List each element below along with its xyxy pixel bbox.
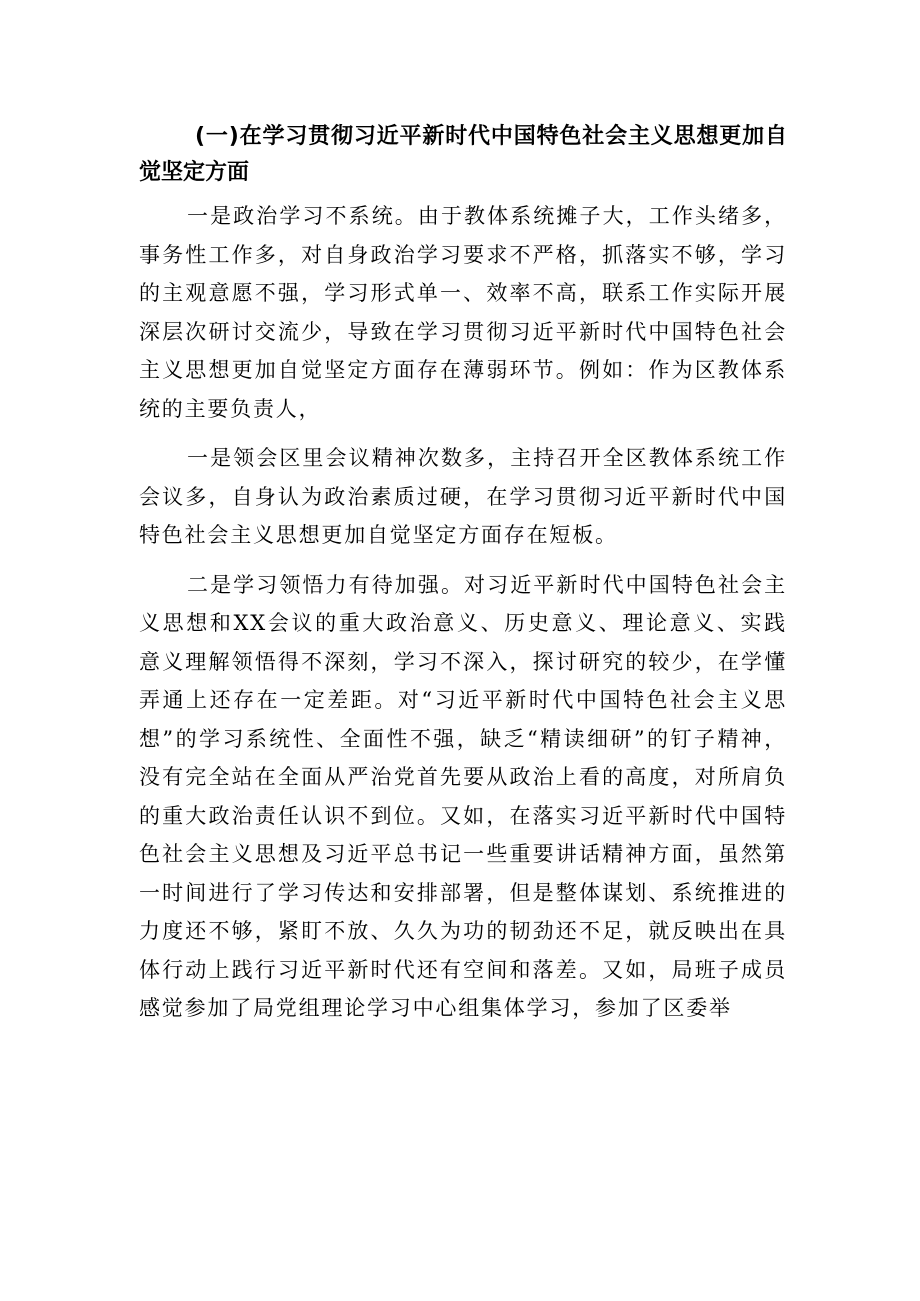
document-body xyxy=(139,119,787,1028)
paragraph-meeting-spirit: 一是领会区里会议精神次数多，主持召开全区教体系统工作会议多，自身认为政治素质过硬，在学习贯彻习近平新时代中国特色社会主义思想更加自觉坚定方面存在短板。 xyxy=(139,446,787,547)
paragraph-political-study: 一是政治学习不系统。由于教体系统摊子大，工作头绪多，事务性工作多，对自身政治学习要求不严格，抓落实不够，学习的主观意愿不强，学习形式单一、效率不高，联系工作实际开展深层次研讨交流少，导致在学习贯彻习近平新时代中国特色社会主义思想更加自觉坚定方面存在薄弱环节。例如：作为区教体系统的主要负责人， xyxy=(139,204,787,421)
paragraph-learning-comprehension: 二是学习领悟力有待加强。对习近平新时代中国特色社会主义思想和XX会议的重大政治意义、历史意义、理论意义、实践意义理解领悟得不深刻，学习不深入，探讨研究的较少，在学懂弄通上还存在一定差距。对“习近平新时代中国特色社会主义思想”的学习系统性、全面性不强，缺乏“精读细研”的钉子精神，没有完全站在全面从严治党首先要从政治上看的高度，对所肩负的重大政治责任认识不到位。又如，在落实习近平新时代中国特色社会主义思想及习近平总书记一些重要讲话精神方面，虽然第一时间进行了学习传达和安排部署，但是整体谋划、系统推进的力度还不够，紧盯不放、久久为功的韧劲还不足，就反映出在具体行动上践行习近平新时代还有空间和落差。又如，局班子成员感觉参加了局党组理论学习中心组集体学习，参加了区委举 xyxy=(139,572,787,1020)
section-heading: (一)在学习贯彻习近平新时代中国特色社会主义思想更加自觉坚定方面 xyxy=(139,124,787,185)
